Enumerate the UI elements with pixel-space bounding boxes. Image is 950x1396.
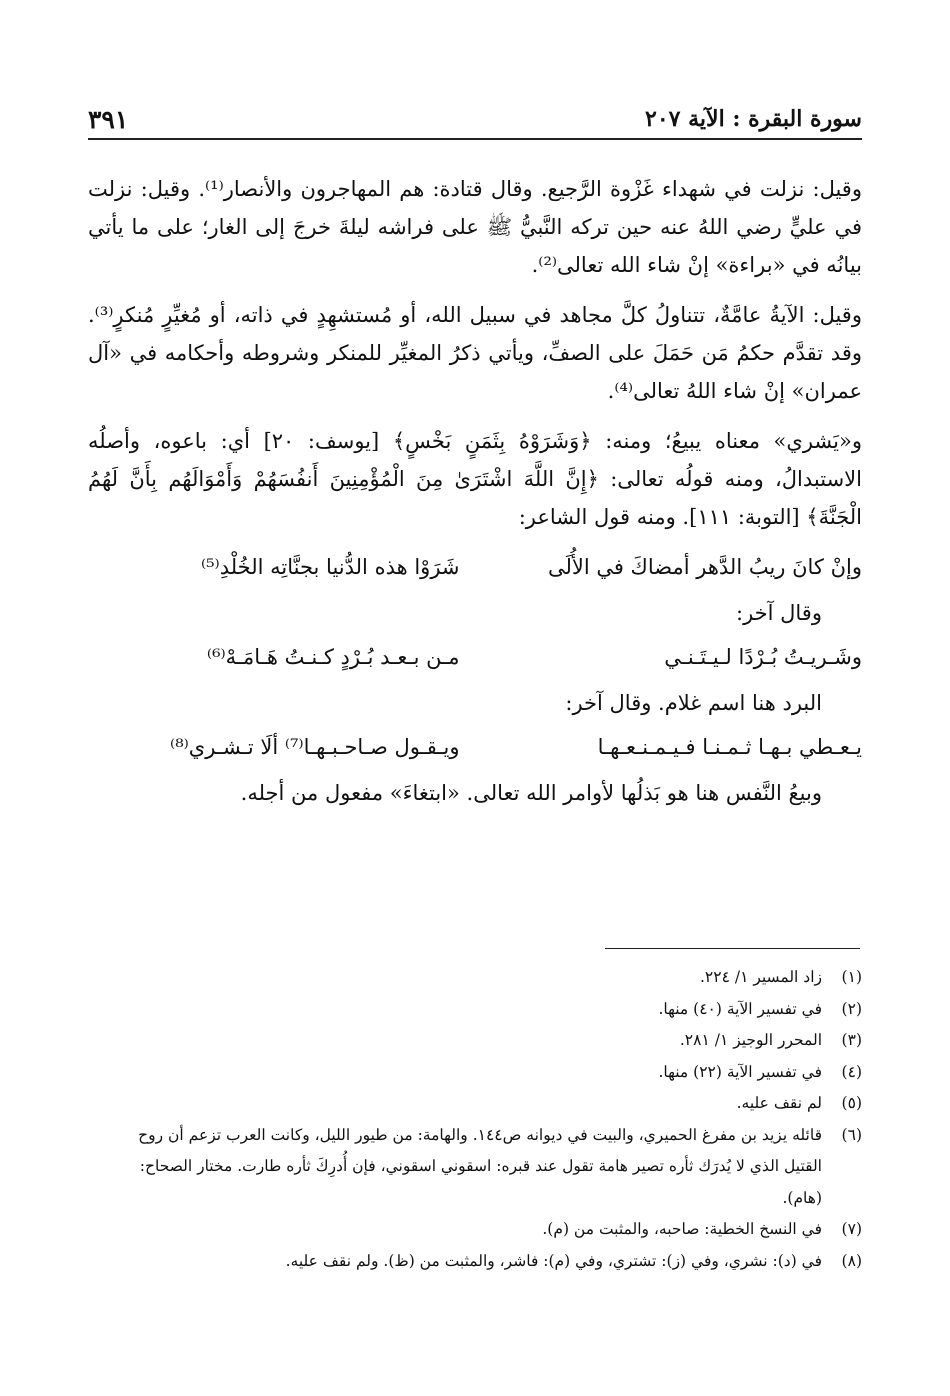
verse-first-hemistich: يـعـطي بـهـا ثـمـنـا فـيـمـنـعـهـا: [597, 735, 862, 759]
footnote: [100, 994, 862, 1026]
running-title: سورة البقرة : الآية ٢٠٧: [645, 106, 862, 132]
footnote-text: زاد المسير ١/ ٢٢٤.: [699, 968, 822, 986]
footnote-number: (٥): [841, 1094, 862, 1112]
footnote: [100, 1214, 862, 1246]
verse-second-hemistich: شَرَوْا هذه الدُّنيا بجنَّاتِه الخُلْدِ⁽⁵⁾: [200, 555, 460, 579]
main-text: [88, 170, 862, 824]
footnote-number: (١): [841, 968, 862, 986]
footnote-number: (٣): [841, 1031, 862, 1049]
paragraph: وقيل: الآيةُ عامَّةٌ، تتناولُ كلَّ مجاهد في سبيل الله، أو مُستشهِدٍ في ذاته، أو مُغيِّرٍ مُنكرٍ⁽³⁾. وقد تقدَّم حكمُ مَن حَمَلَ على الصفِّ، ويأتي ذكرُ المغيِّر للمنكر وشروطه وأحكامه في «آل عمران» إنْ شاء اللهُ تعالى⁽⁴⁾.: [88, 303, 862, 403]
footnote: [100, 962, 862, 994]
footnote-text: في تفسير الآية (٢٢) منها.: [658, 1062, 822, 1081]
footnote: [100, 1120, 862, 1215]
footnote: [100, 1246, 862, 1278]
footnote-number: (٤): [841, 1062, 862, 1081]
verse-second-hemistich: ويـقـول صـاحـبـهـا⁽⁷⁾ ألَا تـشـري⁽⁸⁾: [170, 735, 460, 759]
verse-intro: وقال آخر:: [736, 601, 822, 625]
footnote-number: (٢): [841, 999, 862, 1018]
paragraph: و«يَشري» معناه يبيعُ؛ ومنه: ﴿وَشَرَوْهُ بِثَمَنٍ بَخْسٍ﴾ [يوسف: ٢٠] أي: باعوه، وأصلُه الاستبدالُ، ومنه قولُه تعالى: ﴿إِنَّ اللَّهَ اشْتَرَىٰ مِنَ الْمُؤْمِنِينَ أَنفُسَهُمْ وَأَمْوَالَهُم بِأَنَّ لَهُمُ الْجَنَّةَ﴾ [التوبة: ١١١]. ومنه قول الشاعر:: [88, 429, 862, 529]
footnote-text: لم نقف عليه.: [736, 1094, 822, 1112]
footnote-text: قائله يزيد بن مفرغ الحميري، والبيت في ديوانه ص١٤٤. والهامة: من طيور الليل، وكانت العرب تزعم أن روح القتيل الذي لا يُدرَك ثأره تصير هامة تقول عند قبره: اسقوني اسقوني، فإن أُدرِكَ ثأره طارت. مختار الصحاح: (هام).: [138, 1125, 822, 1207]
page-number: ٣٩١: [88, 104, 129, 134]
poem-verse: [88, 548, 862, 586]
footnote: [100, 1057, 862, 1089]
poem-verse: [88, 728, 862, 766]
footnote: [100, 1025, 862, 1057]
footnote-number: (٧): [841, 1220, 862, 1238]
poem-verse: [88, 638, 862, 676]
paragraph: وبيعُ النَّفس هنا هو بَذلُها لأوامر الله تعالى. «ابتغاءَ» مفعول من أجله.: [240, 781, 822, 805]
footnotes: [100, 962, 862, 1277]
running-header: [88, 100, 862, 140]
footnote-text: في النسخ الخطية: صاحبه، والمثبت من (م).: [542, 1220, 822, 1238]
verse-first-hemistich: وإنْ كانَ ريبُ الدَّهر أمضاكَ في الأُلَى: [547, 555, 862, 579]
verse-first-hemistich: وشَـريـتُ بُـرْدًا لـيـتَـنـي: [664, 645, 862, 669]
footnote-text: المحرر الوجيز ١/ ٢٨١.: [679, 1031, 822, 1049]
verse-second-hemistich: مـن بـعـد بُـرْدٍ كـنـتُ هَـامَـهْ⁽⁶⁾: [206, 645, 460, 669]
footnote-text: في تفسير الآية (٤٠) منها.: [658, 999, 822, 1018]
footnote-separator: [605, 948, 860, 949]
footnote: [100, 1088, 862, 1120]
verse-intro: البرد هنا اسم غلام. وقال آخر:: [565, 691, 822, 715]
footnote-number: (٨): [841, 1251, 862, 1270]
footnote-number: (٦): [841, 1125, 862, 1144]
paragraph: وقيل: نزلت في شهداء غَزْوة الرَّجيع. وقال قتادة: هم المهاجرون والأنصار⁽¹⁾. وقيل: نزلت في عليٍّ رضي اللهُ عنه حين تركه النَّبيُّ ﷺ على فراشه ليلةَ خرجَ إلى الغار؛ على ما يأتي بيانُه في «براءة» إنْ شاء الله تعالى⁽²⁾.: [88, 177, 862, 277]
footnote-text: في (د): نشري، وفي (ز): تشتري، وفي (م): فاشر، والمثبت من (ظ). ولم نقف عليه.: [285, 1251, 822, 1270]
